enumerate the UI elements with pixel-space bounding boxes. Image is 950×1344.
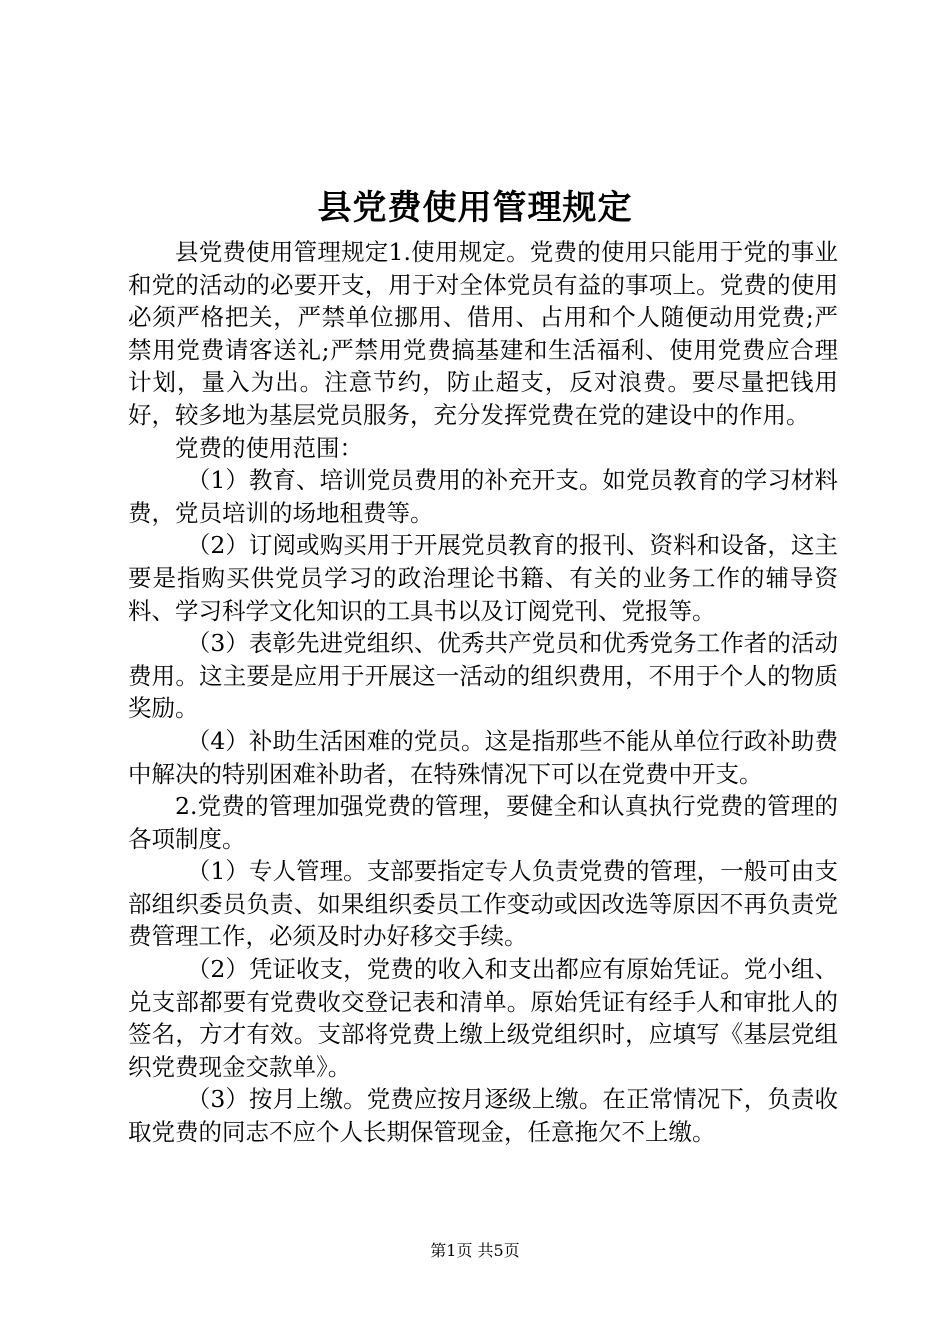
paragraph-management: 2.党费的管理加强党费的管理，要健全和认真执行党费的管理的各项制度。 — [128, 792, 838, 853]
paragraph-scope-item-2: （2）订阅或购买用于开展党员教育的报刊、资料和设备，这主要是指购买供党员学习的政治理论书籍、有关的业务工作的辅导资料、学习科学文化知识的工具书以及订阅党刊、党报等。 — [128, 531, 838, 625]
page-number-footer: 第1页 共5页 — [430, 1241, 520, 1260]
document-body — [128, 236, 838, 1149]
paragraph-usage-rules: 县党费使用管理规定1.使用规定。党费的使用只能用于党的事业和党的活动的必要开支，用于对全体党员有益的事项上。党费的使用必须严格把关，严禁单位挪用、借用、占用和个人随便动用党费;严禁用党费请客送礼;严禁用党费搞基建和生活福利、使用党费应合理计划，量入为出。注意节约，防止超支，反对浪费。要尽量把钱用好，较多地为基层党员服务，充分发挥党费在党的建设中的作用。 — [128, 238, 838, 429]
paragraph-scope-item-3: （3）表彰先进党组织、优秀共产党员和优秀党务工作者的活动费用。这主要是应用于开展这一活动的组织费用，不用于个人的物质奖励。 — [128, 629, 838, 723]
paragraph-management-item-3: （3）按月上缴。党费应按月逐级上缴。在正常情况下，负责收取党费的同志不应个人长期保管现金，任意拖欠不上缴。 — [128, 1085, 838, 1147]
paragraph-scope-item-4: （4）补助生活困难的党员。这是指那些不能从单位行政补助费中解决的特别困难补助者，在特殊情况下可以在党费中开支。 — [128, 726, 838, 788]
paragraph-usage-scope-heading: 党费的使用范围： — [175, 433, 363, 462]
paragraph-scope-item-1: （1）教育、培训党员费用的补充开支。如党员教育的学习材料费，党员培训的场地租费等。 — [128, 466, 838, 527]
paragraph-management-item-1: （1）专人管理。支部要指定专人负责党费的管理，一般可由支部组织委员负责、如果组织委员工作变动或因改选等原因不再负责党费管理工作，必须及时办好移交手续。 — [128, 857, 838, 951]
paragraph-management-item-2: （2）凭证收支，党费的收入和支出都应有原始凭证。党小组、兑支部都要有党费收交登记表和清单。原始凭证有经手人和审批人的签名，方才有效。支部将党费上缴上级党组织时，应填写《基层党组织党费现金交款单》。 — [128, 955, 838, 1081]
document-title: 县党费使用管理规定 — [317, 188, 633, 228]
